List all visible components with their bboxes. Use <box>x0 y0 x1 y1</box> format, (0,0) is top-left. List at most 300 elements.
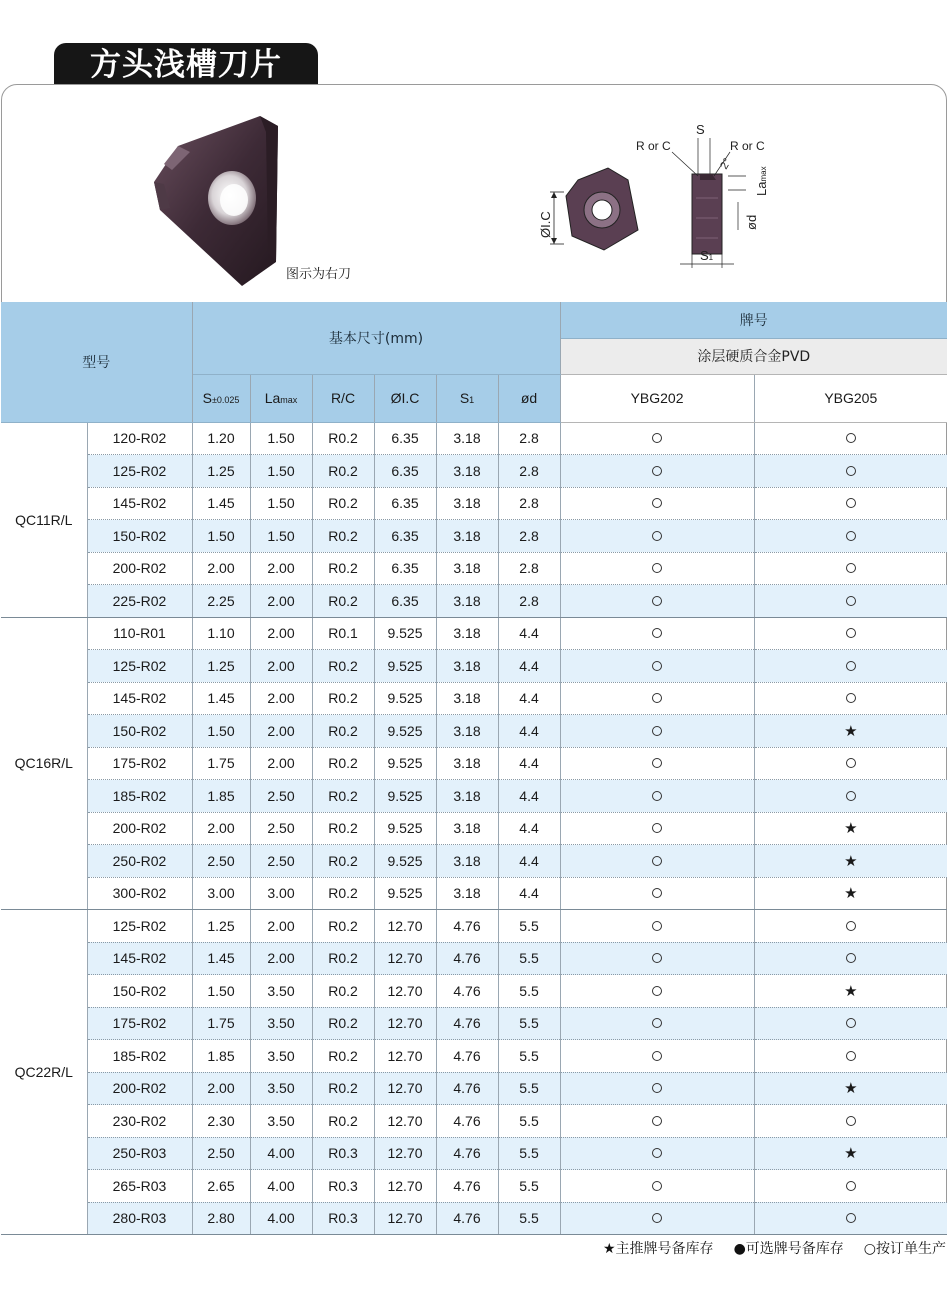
circle-icon <box>846 1051 856 1061</box>
cell-la: 1.50 <box>250 520 312 553</box>
circle-icon <box>652 693 662 703</box>
group-name: QC16R/L <box>1 617 87 910</box>
cell-s: 1.50 <box>192 715 250 748</box>
insert-code: 145-R02 <box>87 942 192 975</box>
cell-ic: 9.525 <box>374 715 436 748</box>
circle-icon <box>846 758 856 768</box>
spec-table <box>1 302 947 1235</box>
cell-la: 1.50 <box>250 422 312 455</box>
legend-star: ★主推牌号备库存 <box>603 1241 714 1257</box>
cell-ybg202 <box>560 1137 754 1170</box>
cell-la: 2.00 <box>250 617 312 650</box>
insert-code: 185-R02 <box>87 780 192 813</box>
cell-la: 3.50 <box>250 1072 312 1105</box>
cell-ybg205 <box>754 910 947 943</box>
cell-ybg202 <box>560 1040 754 1073</box>
cell-d: 4.4 <box>498 715 560 748</box>
d-label: ød <box>744 214 759 230</box>
cell-rc: R0.2 <box>312 1040 374 1073</box>
cell-ybg205 <box>754 1040 947 1073</box>
cell-s: 1.75 <box>192 1007 250 1040</box>
cell-ybg205 <box>754 552 947 585</box>
cell-rc: R0.2 <box>312 682 374 715</box>
cell-ybg202 <box>560 715 754 748</box>
cell-ic: 12.70 <box>374 975 436 1008</box>
cell-s1: 3.18 <box>436 812 498 845</box>
table-row <box>1 487 947 520</box>
circle-icon <box>652 986 662 996</box>
cell-ic: 12.70 <box>374 1137 436 1170</box>
cell-s1: 3.18 <box>436 422 498 455</box>
circle-icon <box>652 856 662 866</box>
circle-icon <box>846 1116 856 1126</box>
circle-icon <box>652 1213 662 1223</box>
cell-rc: R0.1 <box>312 617 374 650</box>
cell-d: 5.5 <box>498 1105 560 1138</box>
star-icon: ★ <box>844 722 858 740</box>
star-icon: ★ <box>844 982 858 1000</box>
insert-photo <box>150 112 280 290</box>
cell-s1: 3.18 <box>436 585 498 618</box>
cell-la: 2.00 <box>250 682 312 715</box>
cell-ybg202 <box>560 617 754 650</box>
cell-ybg205 <box>754 682 947 715</box>
cell-s1: 4.76 <box>436 1202 498 1235</box>
circle-icon <box>652 498 662 508</box>
circle-icon <box>846 563 856 573</box>
cell-ybg202 <box>560 682 754 715</box>
cell-d: 2.8 <box>498 422 560 455</box>
col-ybg202: YBG202 <box>560 374 754 422</box>
circle-icon <box>652 953 662 963</box>
cell-ybg202 <box>560 910 754 943</box>
cell-la: 3.50 <box>250 1040 312 1073</box>
cell-ybg202 <box>560 650 754 683</box>
cell-ybg205 <box>754 1072 947 1105</box>
cell-d: 4.4 <box>498 650 560 683</box>
cell-s: 1.75 <box>192 747 250 780</box>
cell-ic: 9.525 <box>374 617 436 650</box>
legend-circle: ○按订单生产 <box>863 1241 946 1257</box>
circle-icon <box>846 1213 856 1223</box>
cell-ybg202 <box>560 585 754 618</box>
r-or-c-left-label: R or C <box>636 139 671 153</box>
cell-ybg205 <box>754 585 947 618</box>
cell-la: 2.00 <box>250 650 312 683</box>
cell-s1: 4.76 <box>436 1170 498 1203</box>
cell-rc: R0.2 <box>312 975 374 1008</box>
cell-rc: R0.3 <box>312 1170 374 1203</box>
circle-icon <box>846 433 856 443</box>
circle-icon <box>846 921 856 931</box>
circle-icon <box>652 1181 662 1191</box>
cell-ybg202 <box>560 1072 754 1105</box>
insert-code: 280-R03 <box>87 1202 192 1235</box>
circle-icon <box>652 791 662 801</box>
cell-ic: 9.525 <box>374 877 436 910</box>
cell-d: 4.4 <box>498 747 560 780</box>
cell-ybg205 <box>754 1202 947 1235</box>
legend-dot: ●可选牌号备库存 <box>733 1241 844 1257</box>
cell-rc: R0.2 <box>312 1007 374 1040</box>
cell-rc: R0.2 <box>312 585 374 618</box>
circle-icon <box>652 628 662 638</box>
cell-d: 5.5 <box>498 1137 560 1170</box>
cell-la: 2.00 <box>250 715 312 748</box>
table-row <box>1 845 947 878</box>
cell-ic: 9.525 <box>374 780 436 813</box>
cell-s1: 3.18 <box>436 682 498 715</box>
cell-la: 4.00 <box>250 1170 312 1203</box>
circle-icon <box>846 466 856 476</box>
cell-la: 3.50 <box>250 1007 312 1040</box>
cell-rc: R0.2 <box>312 780 374 813</box>
cell-s1: 4.76 <box>436 1137 498 1170</box>
cell-ybg202 <box>560 780 754 813</box>
cell-s: 1.25 <box>192 455 250 488</box>
cell-d: 5.5 <box>498 1170 560 1203</box>
cell-ybg202 <box>560 422 754 455</box>
cell-s: 2.80 <box>192 1202 250 1235</box>
cell-d: 5.5 <box>498 910 560 943</box>
table-row <box>1 455 947 488</box>
cell-ic: 6.35 <box>374 585 436 618</box>
cell-la: 3.50 <box>250 1105 312 1138</box>
cell-ybg205 <box>754 812 947 845</box>
cell-ybg205 <box>754 1170 947 1203</box>
cell-ybg202 <box>560 975 754 1008</box>
insert-code: 125-R02 <box>87 455 192 488</box>
cell-d: 2.8 <box>498 455 560 488</box>
cell-d: 2.8 <box>498 487 560 520</box>
cell-s1: 4.76 <box>436 975 498 1008</box>
table-row <box>1 617 947 650</box>
circle-icon <box>652 726 662 736</box>
legend <box>603 1238 946 1258</box>
circle-icon <box>652 921 662 931</box>
table-row <box>1 585 947 618</box>
table-row <box>1 715 947 748</box>
table-row <box>1 682 947 715</box>
table-row <box>1 520 947 553</box>
table-row <box>1 812 947 845</box>
circle-icon <box>846 531 856 541</box>
cell-ic: 6.35 <box>374 520 436 553</box>
cell-rc: R0.2 <box>312 487 374 520</box>
cell-la: 3.50 <box>250 975 312 1008</box>
cell-s: 2.50 <box>192 1137 250 1170</box>
circle-icon <box>846 498 856 508</box>
cell-ic: 9.525 <box>374 747 436 780</box>
col-rc: R/C <box>312 374 374 422</box>
cell-ic: 12.70 <box>374 942 436 975</box>
cell-d: 2.8 <box>498 520 560 553</box>
cell-rc: R0.2 <box>312 812 374 845</box>
cell-la: 2.00 <box>250 552 312 585</box>
cell-ybg202 <box>560 552 754 585</box>
cell-la: 2.00 <box>250 585 312 618</box>
cell-ybg205 <box>754 1137 947 1170</box>
cell-ic: 9.525 <box>374 650 436 683</box>
cell-rc: R0.2 <box>312 552 374 585</box>
cell-ybg202 <box>560 455 754 488</box>
cell-s1: 3.18 <box>436 780 498 813</box>
cell-la: 2.50 <box>250 812 312 845</box>
cell-s: 1.85 <box>192 1040 250 1073</box>
col-la: Lamax <box>250 374 312 422</box>
s1-label: S1 <box>700 248 714 263</box>
cell-d: 5.5 <box>498 975 560 1008</box>
circle-icon <box>846 628 856 638</box>
circle-icon <box>652 1083 662 1093</box>
s-label: S <box>696 122 705 137</box>
cell-rc: R0.2 <box>312 845 374 878</box>
photo-caption: 图示为右刀 <box>286 267 352 282</box>
cell-d: 4.4 <box>498 617 560 650</box>
cell-s: 1.20 <box>192 422 250 455</box>
ic-label: ØI.C <box>538 211 553 238</box>
cell-d: 4.4 <box>498 877 560 910</box>
angle-label: 2° <box>718 156 734 172</box>
cell-rc: R0.2 <box>312 1072 374 1105</box>
cell-s: 2.00 <box>192 812 250 845</box>
cell-la: 3.00 <box>250 877 312 910</box>
cell-d: 4.4 <box>498 780 560 813</box>
cell-d: 5.5 <box>498 1040 560 1073</box>
group-name: QC22R/L <box>1 910 87 1235</box>
cell-rc: R0.2 <box>312 520 374 553</box>
cell-ybg202 <box>560 1105 754 1138</box>
table-row <box>1 942 947 975</box>
cell-ic: 9.525 <box>374 812 436 845</box>
cell-rc: R0.3 <box>312 1202 374 1235</box>
model-header: 型号 <box>1 302 192 422</box>
cell-d: 2.8 <box>498 552 560 585</box>
cell-ic: 9.525 <box>374 845 436 878</box>
col-ic: ØI.C <box>374 374 436 422</box>
cell-ic: 6.35 <box>374 552 436 585</box>
cell-s: 1.50 <box>192 975 250 1008</box>
cell-ybg202 <box>560 747 754 780</box>
circle-icon <box>652 433 662 443</box>
cell-s: 2.65 <box>192 1170 250 1203</box>
insert-code: 120-R02 <box>87 422 192 455</box>
cell-d: 2.8 <box>498 585 560 618</box>
cell-ybg202 <box>560 1007 754 1040</box>
cell-s1: 3.18 <box>436 650 498 683</box>
grade-header: 牌号 <box>560 302 947 338</box>
insert-code: 110-R01 <box>87 617 192 650</box>
insert-code: 300-R02 <box>87 877 192 910</box>
insert-code: 200-R02 <box>87 552 192 585</box>
cell-rc: R0.2 <box>312 650 374 683</box>
table-row <box>1 650 947 683</box>
group-name: QC11R/L <box>1 422 87 617</box>
cell-ybg202 <box>560 942 754 975</box>
cell-ybg205 <box>754 617 947 650</box>
cell-ybg202 <box>560 877 754 910</box>
circle-icon <box>652 661 662 671</box>
cell-la: 2.00 <box>250 910 312 943</box>
cell-s1: 3.18 <box>436 845 498 878</box>
table-row <box>1 877 947 910</box>
cell-s: 2.25 <box>192 585 250 618</box>
col-s1: S1 <box>436 374 498 422</box>
insert-code: 225-R02 <box>87 585 192 618</box>
circle-icon <box>846 596 856 606</box>
cell-s: 2.30 <box>192 1105 250 1138</box>
cell-ybg202 <box>560 845 754 878</box>
col-s: S±0.025 <box>192 374 250 422</box>
table-row <box>1 747 947 780</box>
cell-ic: 9.525 <box>374 682 436 715</box>
table-row <box>1 422 947 455</box>
insert-code: 150-R02 <box>87 975 192 1008</box>
circle-icon <box>846 1181 856 1191</box>
circle-icon <box>846 661 856 671</box>
insert-code: 150-R02 <box>87 715 192 748</box>
cell-ybg205 <box>754 975 947 1008</box>
cell-d: 5.5 <box>498 1072 560 1105</box>
cell-d: 4.4 <box>498 812 560 845</box>
cell-d: 4.4 <box>498 682 560 715</box>
cell-d: 5.5 <box>498 1007 560 1040</box>
cell-la: 4.00 <box>250 1137 312 1170</box>
col-d: ød <box>498 374 560 422</box>
insert-code: 265-R03 <box>87 1170 192 1203</box>
insert-code: 200-R02 <box>87 1072 192 1105</box>
cell-s1: 3.18 <box>436 877 498 910</box>
table-row <box>1 1202 947 1235</box>
cell-ybg205 <box>754 845 947 878</box>
circle-icon <box>652 1148 662 1158</box>
cell-ic: 6.35 <box>374 422 436 455</box>
cell-s1: 4.76 <box>436 1007 498 1040</box>
cell-ybg205 <box>754 1105 947 1138</box>
star-icon: ★ <box>844 1080 858 1098</box>
insert-code: 175-R02 <box>87 747 192 780</box>
star-icon: ★ <box>844 852 858 870</box>
table-row <box>1 1040 947 1073</box>
cell-la: 2.00 <box>250 942 312 975</box>
la-max-label: Lamax <box>754 166 769 196</box>
cell-s1: 4.76 <box>436 1040 498 1073</box>
table-row <box>1 910 947 943</box>
cell-s: 2.50 <box>192 845 250 878</box>
cell-s1: 4.76 <box>436 942 498 975</box>
cell-ic: 12.70 <box>374 1007 436 1040</box>
circle-icon <box>652 563 662 573</box>
circle-icon <box>846 1018 856 1028</box>
page-title: 方头浅槽刀片 <box>54 43 318 85</box>
spec-table-body <box>1 422 947 1235</box>
cell-s1: 3.18 <box>436 715 498 748</box>
insert-code: 145-R02 <box>87 487 192 520</box>
dimension-diagram <box>530 118 780 278</box>
cell-s1: 3.18 <box>436 487 498 520</box>
table-row <box>1 1007 947 1040</box>
cell-s: 1.25 <box>192 650 250 683</box>
cell-ybg205 <box>754 780 947 813</box>
cell-s: 2.00 <box>192 552 250 585</box>
cell-d: 5.5 <box>498 1202 560 1235</box>
cell-s1: 4.76 <box>436 1105 498 1138</box>
cell-s1: 4.76 <box>436 1072 498 1105</box>
cell-s1: 3.18 <box>436 455 498 488</box>
cell-ybg205 <box>754 1007 947 1040</box>
cell-s1: 4.76 <box>436 910 498 943</box>
circle-icon <box>846 791 856 801</box>
cell-s: 1.45 <box>192 942 250 975</box>
table-row <box>1 780 947 813</box>
cell-la: 2.50 <box>250 845 312 878</box>
r-or-c-right-label: R or C <box>730 139 765 153</box>
cell-rc: R0.3 <box>312 1137 374 1170</box>
cell-rc: R0.2 <box>312 910 374 943</box>
cell-ybg202 <box>560 487 754 520</box>
circle-icon <box>652 1051 662 1061</box>
cell-ic: 12.70 <box>374 1170 436 1203</box>
circle-icon <box>652 531 662 541</box>
cell-s: 2.00 <box>192 1072 250 1105</box>
cell-rc: R0.2 <box>312 422 374 455</box>
cell-rc: R0.2 <box>312 747 374 780</box>
cell-rc: R0.2 <box>312 1105 374 1138</box>
cell-ybg202 <box>560 812 754 845</box>
cell-s: 3.00 <box>192 877 250 910</box>
circle-icon <box>652 596 662 606</box>
circle-icon <box>846 693 856 703</box>
cell-s: 1.45 <box>192 682 250 715</box>
cell-s1: 3.18 <box>436 617 498 650</box>
cell-ybg205 <box>754 455 947 488</box>
cell-ybg205 <box>754 520 947 553</box>
table-row <box>1 552 947 585</box>
insert-code: 150-R02 <box>87 520 192 553</box>
cell-d: 4.4 <box>498 845 560 878</box>
circle-icon <box>652 1018 662 1028</box>
cell-ybg205 <box>754 877 947 910</box>
circle-icon <box>652 823 662 833</box>
insert-code: 125-R02 <box>87 910 192 943</box>
insert-code: 125-R02 <box>87 650 192 683</box>
cell-ic: 12.70 <box>374 1202 436 1235</box>
cell-s: 1.45 <box>192 487 250 520</box>
cell-la: 1.50 <box>250 487 312 520</box>
cell-s: 1.25 <box>192 910 250 943</box>
insert-code: 250-R03 <box>87 1137 192 1170</box>
cell-ybg202 <box>560 1202 754 1235</box>
insert-code: 145-R02 <box>87 682 192 715</box>
col-ybg205: YBG205 <box>754 374 947 422</box>
insert-code: 175-R02 <box>87 1007 192 1040</box>
cell-s: 1.85 <box>192 780 250 813</box>
cell-rc: R0.2 <box>312 877 374 910</box>
cell-rc: R0.2 <box>312 942 374 975</box>
circle-icon <box>652 888 662 898</box>
cell-rc: R0.2 <box>312 455 374 488</box>
cell-ic: 12.70 <box>374 1040 436 1073</box>
circle-icon <box>846 953 856 963</box>
cell-ic: 6.35 <box>374 487 436 520</box>
cell-s1: 3.18 <box>436 520 498 553</box>
cell-ybg202 <box>560 520 754 553</box>
insert-code: 200-R02 <box>87 812 192 845</box>
circle-icon <box>652 1116 662 1126</box>
cell-d: 5.5 <box>498 942 560 975</box>
insert-code: 250-R02 <box>87 845 192 878</box>
table-row <box>1 1170 947 1203</box>
